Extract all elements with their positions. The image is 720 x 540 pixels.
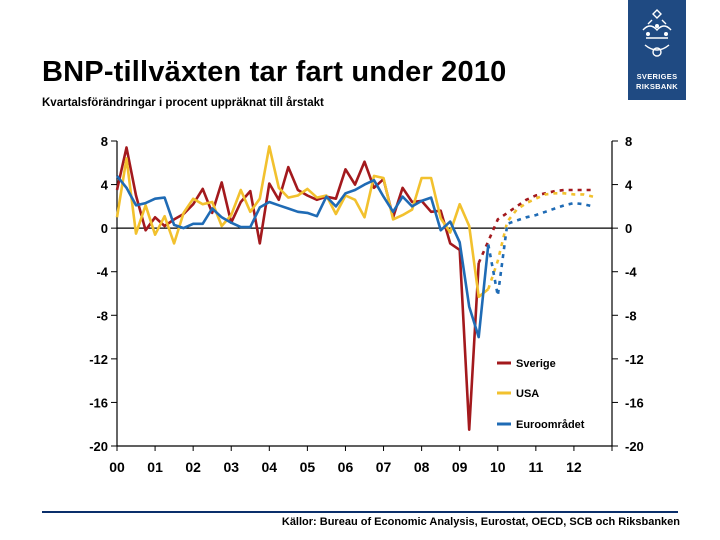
y-tick-label-right: 8: [625, 134, 633, 149]
series-line-2: [117, 176, 488, 337]
y-tick-label-left: -4: [96, 264, 108, 280]
y-tick-label-left: -8: [96, 308, 108, 324]
y-tick-label-left: 4: [100, 177, 108, 193]
y-tick-label-left: -20: [89, 439, 108, 454]
page-subtitle: Kvartalsförändringar i procent uppräknat till årstakt: [42, 97, 324, 109]
y-tick-label-left: -16: [89, 395, 108, 411]
y-tick-label-right: -8: [625, 308, 637, 324]
series-line-0: [117, 148, 479, 430]
y-tick-label-right: -16: [625, 395, 644, 411]
y-tick-label-left: 0: [100, 221, 108, 237]
y-tick-label-right: 0: [625, 221, 633, 237]
x-tick-label: 07: [375, 459, 392, 475]
y-tick-label-left: -12: [89, 351, 108, 367]
y-tick-label-left: 8: [100, 134, 108, 149]
y-tick-label-right: -20: [625, 439, 644, 454]
legend-label: Euroområdet: [516, 419, 585, 431]
x-tick-label: 08: [413, 459, 430, 475]
series-forecast-2: [488, 203, 593, 296]
y-tick-label-right: -12: [625, 351, 644, 367]
x-tick-label: 02: [185, 459, 201, 475]
x-tick-label: 10: [489, 459, 506, 475]
y-tick-label-right: -4: [625, 264, 637, 280]
page-title: BNP-tillväxten tar fart under 2010: [42, 56, 507, 88]
x-tick-label: 12: [566, 459, 582, 475]
x-tick-label: 03: [223, 459, 240, 475]
x-tick-label: 01: [147, 459, 163, 475]
logo-line1: SVERIGES: [636, 72, 678, 81]
source-note: Källor: Bureau of Economic Analysis, Eurostat, OECD, SCB och Riksbanken: [281, 516, 680, 528]
legend-label: Sverige: [516, 358, 556, 370]
x-tick-label: 04: [261, 459, 278, 475]
y-tick-label-right: 4: [625, 177, 633, 193]
footer-divider: [42, 511, 678, 513]
x-tick-label: 06: [337, 459, 354, 475]
logo-line2: RIKSBANK: [636, 82, 678, 91]
x-tick-label: 05: [299, 459, 316, 475]
legend-label: USA: [516, 388, 540, 400]
series-forecast-0: [479, 190, 593, 263]
series-forecast-1: [488, 193, 593, 289]
x-tick-label: 09: [451, 459, 468, 475]
x-tick-label: 00: [109, 459, 125, 475]
x-tick-label: 11: [528, 459, 544, 475]
